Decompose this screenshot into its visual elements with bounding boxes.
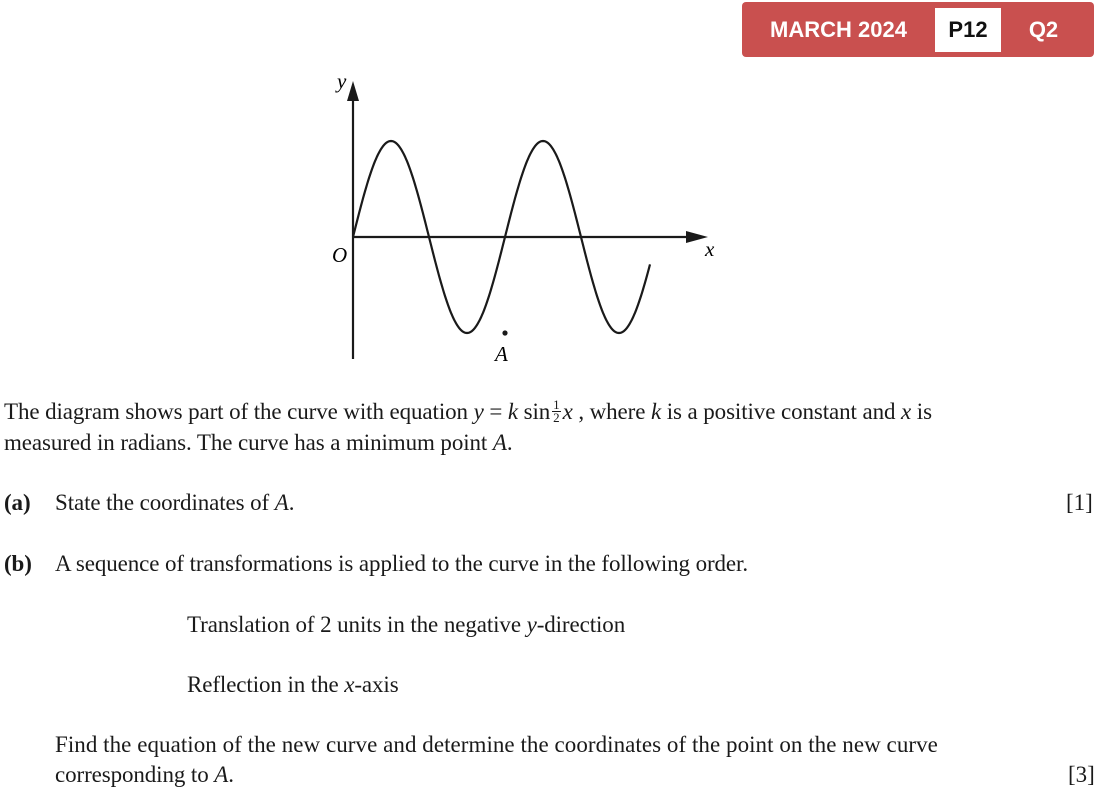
eq-y: y	[473, 399, 484, 424]
part-a-marks: [1]	[1066, 490, 1093, 515]
part-b-find-line-2	[55, 762, 234, 788]
y-axis-arrow	[347, 81, 359, 101]
part-b-marks: [3]	[1068, 762, 1095, 787]
point-a-label: A	[495, 342, 508, 366]
transformation-2	[187, 672, 399, 698]
part-b-label: (b)	[4, 551, 32, 576]
part-a-text: .	[288, 490, 295, 515]
intro-text: .	[506, 430, 513, 455]
intro-text: , where	[572, 399, 651, 424]
t1-text: Translation of 2 units in the negative	[187, 612, 527, 637]
eq-equals: =	[483, 399, 508, 424]
session-label: MARCH 2024	[770, 16, 907, 42]
part-a-label: (a)	[4, 490, 31, 515]
intro-text: is a positive constant and	[661, 399, 902, 424]
question-label: Q2	[1028, 16, 1059, 42]
t2-text: Reflection in the	[187, 672, 345, 697]
frac-den: 2	[553, 410, 560, 426]
intro-text: measured in radians. The curve has a minimum point	[4, 430, 493, 455]
paper-label: P12	[935, 8, 1001, 52]
origin-label: O	[332, 243, 348, 267]
frac-num: 1	[553, 397, 560, 413]
var-x: x	[901, 399, 912, 424]
part-b	[4, 551, 32, 577]
intro-line-2	[4, 430, 512, 456]
part-a-text: State the coordinates of	[55, 490, 275, 515]
part-b-find-line-1: Find the equation of the new curve and determine the coordinates of the point on the new curve	[55, 732, 938, 757]
find-text: .	[228, 762, 234, 787]
half-fraction	[552, 399, 560, 424]
x-axis-label: x	[705, 237, 715, 261]
var-y: y	[526, 612, 537, 637]
transformation-1	[187, 612, 625, 638]
part-b-text: A sequence of transformations is applied to the curve in the following order.	[55, 551, 748, 576]
find-text: corresponding to	[55, 762, 215, 787]
part-a-question	[55, 490, 294, 516]
eq-sin: sin	[517, 399, 551, 424]
minimum-point-a	[502, 330, 507, 335]
eq-k: k	[507, 399, 518, 424]
var-x: x	[344, 672, 355, 697]
intro-line-1	[4, 399, 932, 426]
var-a: A	[214, 762, 229, 787]
intro-text: is	[911, 399, 932, 424]
var-k: k	[650, 399, 662, 424]
y-axis-label: y	[337, 69, 347, 93]
eq-x: x	[562, 399, 573, 424]
intro-text: The diagram shows part of the curve with equation	[4, 399, 474, 424]
var-a: A	[492, 430, 507, 455]
var-a: A	[274, 490, 289, 515]
t2-text: -axis	[354, 672, 399, 697]
part-a	[4, 490, 31, 516]
t1-text: -direction	[536, 612, 626, 637]
question-badge	[742, 2, 1094, 57]
sine-curve-diagram	[320, 66, 740, 376]
